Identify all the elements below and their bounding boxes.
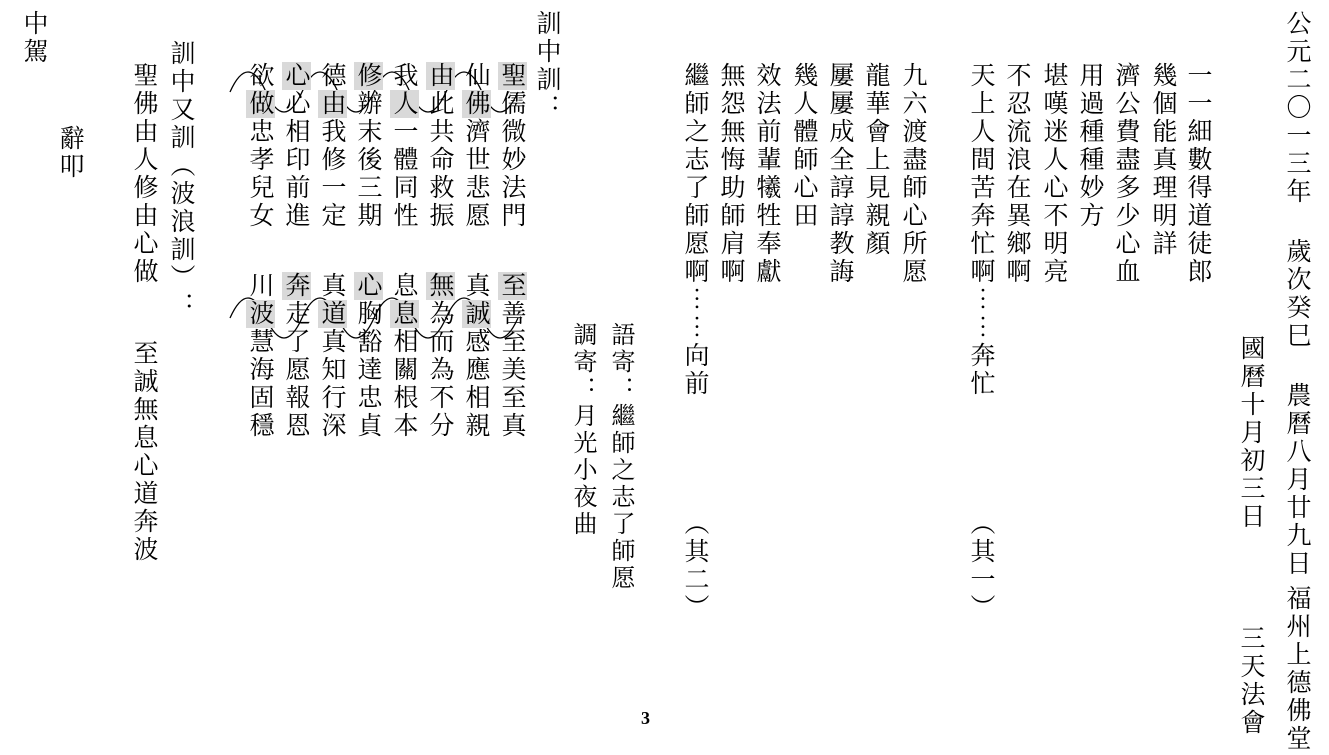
- verse2-line: 幾人體師心田: [790, 62, 819, 230]
- verse2-line: 無怨無悔助師肩啊: [717, 62, 746, 286]
- verse2-line: 九六渡盡師心所愿: [899, 62, 928, 286]
- grid-chars: 一體同性: [390, 118, 419, 230]
- verse1-line: 不忍流浪在異鄉啊: [1003, 62, 1032, 286]
- grid-chars: 仙: [462, 62, 491, 90]
- grid-column: [281, 62, 311, 440]
- grid-column: [353, 62, 383, 440]
- verse1-number: （其一）: [967, 510, 996, 622]
- meeting-name: 三天法會: [1237, 625, 1266, 737]
- grid-chars: 川: [246, 272, 275, 300]
- verse1-line: 幾個能真理明詳: [1149, 62, 1178, 258]
- grid-char-hl: 心: [282, 62, 311, 90]
- grid-char-hl: 息: [390, 300, 419, 328]
- grid-chars: 真知行深: [318, 328, 347, 440]
- date-line: 公元二〇一三年 歲次癸巳 農曆八月廿九日: [1283, 10, 1312, 578]
- verse1-line: 一一細數得道徒郎: [1184, 62, 1213, 286]
- grid-chars: 走了愿報恩: [282, 300, 311, 440]
- grid-char-hl: 誠: [462, 300, 491, 328]
- grid-char-hl: 由: [318, 90, 347, 118]
- grid-chars: 此共命救振: [426, 90, 455, 230]
- section2-line: 聖佛由人修由心做: [130, 62, 159, 286]
- place-name: 福州上德佛堂: [1283, 585, 1312, 753]
- grid-chars: 欲: [246, 62, 275, 90]
- verse1-line: 用過種種妙方: [1076, 62, 1105, 230]
- page-number: 3: [641, 708, 650, 728]
- grid-chars: 心相印前進: [282, 90, 311, 230]
- grid-chars: 儒微妙法門: [498, 90, 527, 230]
- verse2-line: 屢屢成全諄諄教誨: [826, 62, 855, 286]
- grid-chars: 我: [390, 62, 419, 90]
- grid-chars: 善至美至真: [498, 300, 527, 440]
- grid-chars: 辦末後三期: [354, 90, 383, 230]
- grid-char-hl: 修: [354, 62, 383, 90]
- grid-column: [317, 62, 347, 440]
- sign-off: 辭叩: [56, 125, 85, 181]
- verse2-line: 龍華會上見親顏: [862, 62, 891, 258]
- presenter: 中駕: [20, 10, 49, 66]
- grid-char-hl: 聖: [498, 62, 527, 90]
- grid-column: [245, 62, 275, 440]
- tune-note: 調寄：月光小夜曲: [569, 322, 597, 538]
- grid-column: [389, 62, 419, 440]
- grid-chars: 忠孝兒女: [246, 118, 275, 230]
- grid-chars: 慧海固穩: [246, 328, 275, 440]
- grid-chars: 真: [462, 272, 491, 300]
- grid-char-hl: 波: [246, 300, 275, 328]
- verse2-number: （其二）: [681, 510, 710, 622]
- grid-char-hl: 至: [498, 272, 527, 300]
- grid-chars: 我修一定: [318, 118, 347, 230]
- section1-title: 訓中訓：: [533, 10, 562, 122]
- grid-char-hl: 人: [390, 90, 419, 118]
- grid-chars: 為而為不分: [426, 300, 455, 440]
- section2-line: 至誠無息心道奔波: [130, 340, 159, 564]
- grid-char-hl: 做: [246, 90, 275, 118]
- verse2-line: 效法前輩犧牲奉獻: [753, 62, 782, 286]
- grid-chars: 濟世悲愿: [462, 118, 491, 230]
- verse1-line: 堪嘆迷人心不明亮: [1040, 62, 1069, 286]
- grid-char-hl: 心: [354, 272, 383, 300]
- grid-chars: 息: [390, 272, 419, 300]
- verse1-line: 天上人間苦奔忙啊⋯⋯奔忙: [967, 62, 996, 398]
- grid-chars: 胸豁達忠貞: [354, 300, 383, 440]
- section2-title: 訓中又訓（波浪訓）：: [167, 40, 196, 320]
- grid-column: [497, 62, 527, 440]
- grid-chars: 相關根本: [390, 328, 419, 440]
- verse2-line: 繼師之志了師愿啊⋯⋯向前: [681, 62, 710, 398]
- grid-chars: 感應相親: [462, 328, 491, 440]
- lyric-note: 語寄：繼師之志了師愿: [607, 322, 635, 592]
- grid-char-hl: 無: [426, 272, 455, 300]
- grid-column: [461, 62, 491, 440]
- grid-char-hl: 由: [426, 62, 455, 90]
- national-date: 國曆十月初三日: [1237, 335, 1266, 531]
- grid-char-hl: 佛: [462, 90, 491, 118]
- grid-chars: 真: [318, 272, 347, 300]
- grid-char-hl: 奔: [282, 272, 311, 300]
- grid-char-hl: 道: [318, 300, 347, 328]
- verse1-line: 濟公費盡多少心血: [1112, 62, 1141, 286]
- grid-column: [425, 62, 455, 440]
- grid-chars: 德: [318, 62, 347, 90]
